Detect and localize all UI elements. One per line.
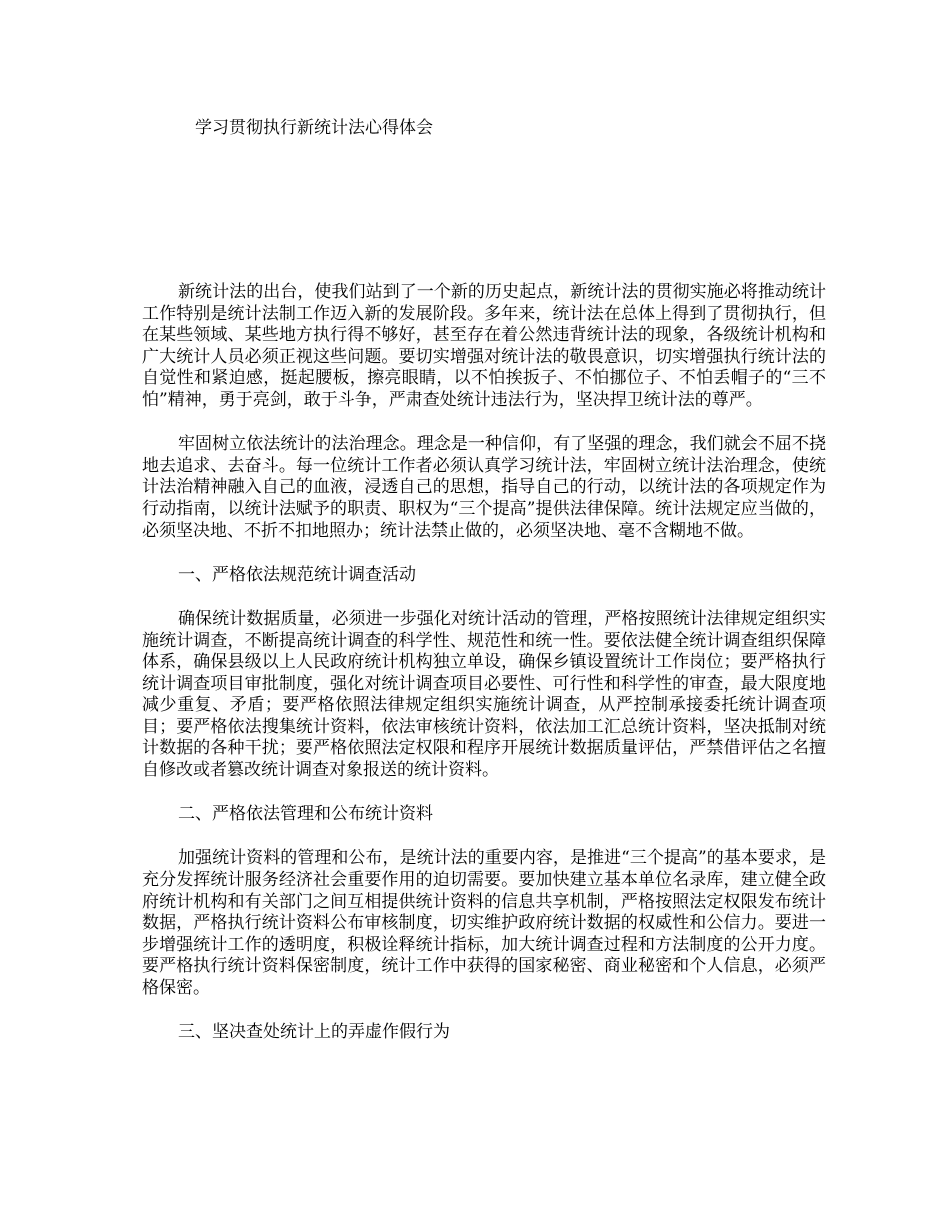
document-body [142, 282, 826, 1044]
paragraph-rule-of-law-concept: 牢固树立依法统计的法治理念。理念是一种信仰，有了坚强的理念，我们就会不屈不挠地去追求、去奋斗。每一位统计工作者必须认真学习统计法，牢固树立统计法治理念，使统计法治精神融入自己的血液，浸透自己的思想，指导自己的行动，以统计法的各项规定作为行动指南，以统计法赋予的职责、职权为“三个提高”提供法律保障。统计法规定应当做的，必须坚决地、不折不扣地照办；统计法禁止做的，必须坚决地、毫不含糊地不做。 [142, 434, 826, 541]
paragraph-intro: 新统计法的出台，使我们站到了一个新的历史起点，新统计法的贯彻实施必将推动统计工作特别是统计法制工作迈入新的发展阶段。多年来，统计法在总体上得到了贯彻执行，但在某些领域、某些地方执行得不够好，甚至存在着公然违背统计法的现象，各级统计机构和广大统计人员必须正视这些问题。要切实增强对统计法的敬畏意识，切实增强执行统计法的自觉性和紧迫感，挺起腰板，擦亮眼睛，以不怕挨扳子、不怕挪位子、不怕丢帽子的“三不怕”精神，勇于亮剑，敢于斗争，严肃查处统计违法行为，坚决捍卫统计法的尊严。 [142, 282, 826, 410]
section-heading-3: 三、坚决查处统计上的弄虚作假行为 [178, 1022, 450, 1043]
section-2-paragraph: 加强统计资料的管理和公布，是统计法的重要内容，是推进“三个提高”的基本要求，是充分发挥统计服务经济社会重要作用的迫切需要。要加快建立基本单位名录库，建立健全政府统计机构和有关部门之间互相提供统计资料的信息共享机制，严格按照法定权限发布统计数据，严格执行统计资料公布审核制度，切实维护政府统计数据的权威性和公信力。要进一步增强统计工作的透明度，积极诠释统计指标，加大统计调查过程和方法制度的公开力度。要严格执行统计资料保密制度，统计工作中获得的国家秘密、商业秘密和个人信息，必须严格保密。 [142, 848, 826, 998]
document-title: 学习贯彻执行新统计法心得体会 [195, 118, 433, 138]
section-1-paragraph: 确保统计数据质量，必须进一步强化对统计活动的管理，严格按照统计法律规定组织实施统计调查，不断提高统计调查的科学性、规范性和统一性。要依法健全统计调查组织保障体系，确保县级以上人民政府统计机构独立单设，确保乡镇设置统计工作岗位；要严格执行统计调查项目审批制度，强化对统计调查项目必要性、可行性和科学性的审查，最大限度地减少重复、矛盾；要严格依照法律规定组织实施统计调查，从严控制承接委托统计调查项目；要严格依法搜集统计资料，依法审核统计资料，依法加工汇总统计资料，坚决抵制对统计数据的各种干扰；要严格依照法定权限和程序开展统计数据质量评估，严禁借评估之名擅自修改或者篡改统计调查对象报送的统计资料。 [142, 608, 826, 781]
section-heading-2: 二、严格依法管理和公布统计资料 [178, 804, 433, 825]
section-heading-1: 一、严格依法规范统计调查活动 [178, 564, 416, 585]
